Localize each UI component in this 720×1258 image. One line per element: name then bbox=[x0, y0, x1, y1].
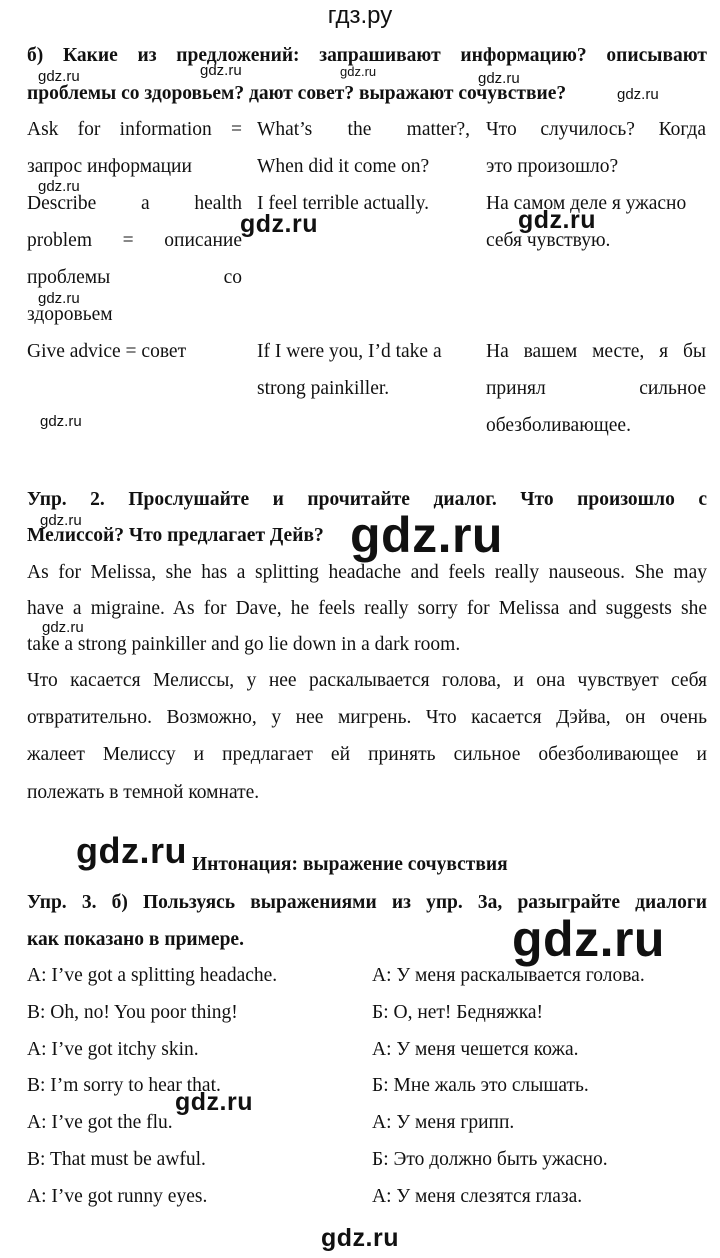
watermark-small: gdz.ru bbox=[38, 68, 80, 85]
dialog-ru-4: Б: Мне жаль это слышать. bbox=[372, 1075, 589, 1096]
dialog-ru-6: Б: Это должно быть ужасно. bbox=[372, 1149, 608, 1170]
dialog-ru-5: А: У меня грипп. bbox=[372, 1112, 515, 1133]
table-cell-r2c3-line1: На самом деле я ужасно bbox=[486, 193, 687, 214]
section-b-title-line1: б) Какие из предложений: запрашивают информацию? описывают bbox=[27, 45, 707, 66]
ex2-ru-line2: отвратительно. Возможно, у нее мигрень. Что касается Дэйва, он очень bbox=[27, 707, 707, 728]
watermark-small: gdz.ru bbox=[478, 70, 520, 87]
table-cell-r3c2-line1: If I were you, I’d take a bbox=[257, 341, 442, 362]
dialog-en-1: A: I’ve got a splitting headache. bbox=[27, 965, 278, 986]
section-b-title-line2: проблемы со здоровьем? дают совет? выражают сочувствие? bbox=[27, 83, 567, 104]
watermark-small: gdz.ru bbox=[200, 62, 242, 79]
table-cell-r3c2-line2: strong painkiller. bbox=[257, 378, 390, 399]
table-cell-r1c3-line1: Что случилось? Когда bbox=[486, 119, 706, 140]
watermark-big: gdz.ru bbox=[350, 507, 503, 563]
table-cell-r2c3-line2: себя чувствую. bbox=[486, 230, 611, 251]
dialog-en-7: A: I’ve got runny eyes. bbox=[27, 1186, 208, 1207]
footer-site: gdz.ru bbox=[321, 1224, 399, 1252]
dialog-ru-1: А: У меня раскалывается голова. bbox=[372, 965, 645, 986]
ex2-ru-line1: Что касается Мелиссы, у нее раскалывается голова, и она чувствует себя bbox=[27, 670, 707, 691]
dialog-en-3: A: I’ve got itchy skin. bbox=[27, 1039, 199, 1060]
table-cell-r2c1-line1: Describe a health bbox=[27, 193, 242, 214]
table-cell-r2c1-line2: problem = описание bbox=[27, 230, 242, 251]
table-cell-r1c1-line1: Ask for information = bbox=[27, 119, 242, 140]
table-cell-r3c3-line1: На вашем месте, я бы bbox=[486, 341, 706, 362]
ex2-title-line2: Мелиссой? Что предлагает Дейв? bbox=[27, 525, 324, 546]
dialog-ru-3: А: У меня чешется кожа. bbox=[372, 1039, 579, 1060]
ex2-en-line1: As for Melissa, she has a splitting headache and feels really nauseous. She may bbox=[27, 562, 707, 583]
ex3-title-line1: Упр. 3. б) Пользуясь выражениями из упр. 3а, разыграйте диалоги bbox=[27, 892, 707, 913]
watermark-big: gdz.ru bbox=[512, 911, 665, 967]
dialog-en-6: B: That must be awful. bbox=[27, 1149, 206, 1170]
watermark-big: gdz.ru bbox=[240, 210, 318, 238]
table-cell-r2c2-line1: I feel terrible actually. bbox=[257, 193, 429, 214]
dialog-ru-2: Б: О, нет! Бедняжка! bbox=[372, 1002, 544, 1023]
watermark-small: gdz.ru bbox=[340, 64, 377, 79]
table-cell-r3c3-line2: принял сильное bbox=[486, 378, 706, 399]
ex2-en-line3: take a strong painkiller and go lie down in a dark room. bbox=[27, 634, 461, 655]
watermark-small: gdz.ru bbox=[40, 512, 82, 529]
table-cell-r2c1-line3: проблемы со bbox=[27, 267, 242, 288]
dialog-en-2: B: Oh, no! You poor thing! bbox=[27, 1002, 238, 1023]
ex2-ru-line4: полежать в темной комнате. bbox=[27, 782, 260, 803]
ex2-en-line2: have a migraine. As for Dave, he feels really sorry for Melissa and suggests she bbox=[27, 598, 707, 619]
table-cell-r1c2-line1: What’s the matter?, bbox=[257, 119, 470, 140]
table-cell-r2c1-line4: здоровьем bbox=[27, 304, 113, 325]
intonation-heading: Интонация: выражение сочувствия bbox=[192, 854, 508, 875]
table-cell-r1c1-line2: запрос информации bbox=[27, 156, 192, 177]
watermark-small: gdz.ru bbox=[617, 86, 659, 103]
watermark-small: gdz.ru bbox=[42, 619, 84, 636]
ex2-title-line1: Упр. 2. Прослушайте и прочитайте диалог. Что произошло с bbox=[27, 489, 707, 510]
dialog-en-5: A: I’ve got the flu. bbox=[27, 1112, 173, 1133]
watermark-big: gdz.ru bbox=[518, 206, 596, 234]
watermark-small: gdz.ru bbox=[38, 178, 80, 195]
table-cell-r1c3-line2: это произошло? bbox=[486, 156, 619, 177]
dialog-en-4: B: I’m sorry to hear that. bbox=[27, 1075, 221, 1096]
ex3-title-line2: как показано в примере. bbox=[27, 929, 244, 950]
dialog-ru-7: А: У меня слезятся глаза. bbox=[372, 1186, 583, 1207]
watermark-small: gdz.ru bbox=[40, 413, 82, 430]
table-cell-r3c1-line1: Give advice = совет bbox=[27, 341, 187, 362]
watermark-big: gdz.ru bbox=[76, 830, 187, 871]
table-cell-r1c2-line2: When did it come on? bbox=[257, 156, 430, 177]
ex2-ru-line3: жалеет Мелиссу и предлагает ей принять сильное обезболивающее и bbox=[27, 744, 707, 765]
watermark-big: gdz.ru bbox=[175, 1088, 253, 1116]
header-site-title: гдз.ру bbox=[327, 2, 393, 29]
table-cell-r3c3-line3: обезболивающее. bbox=[486, 415, 631, 436]
watermark-small: gdz.ru bbox=[38, 290, 80, 307]
